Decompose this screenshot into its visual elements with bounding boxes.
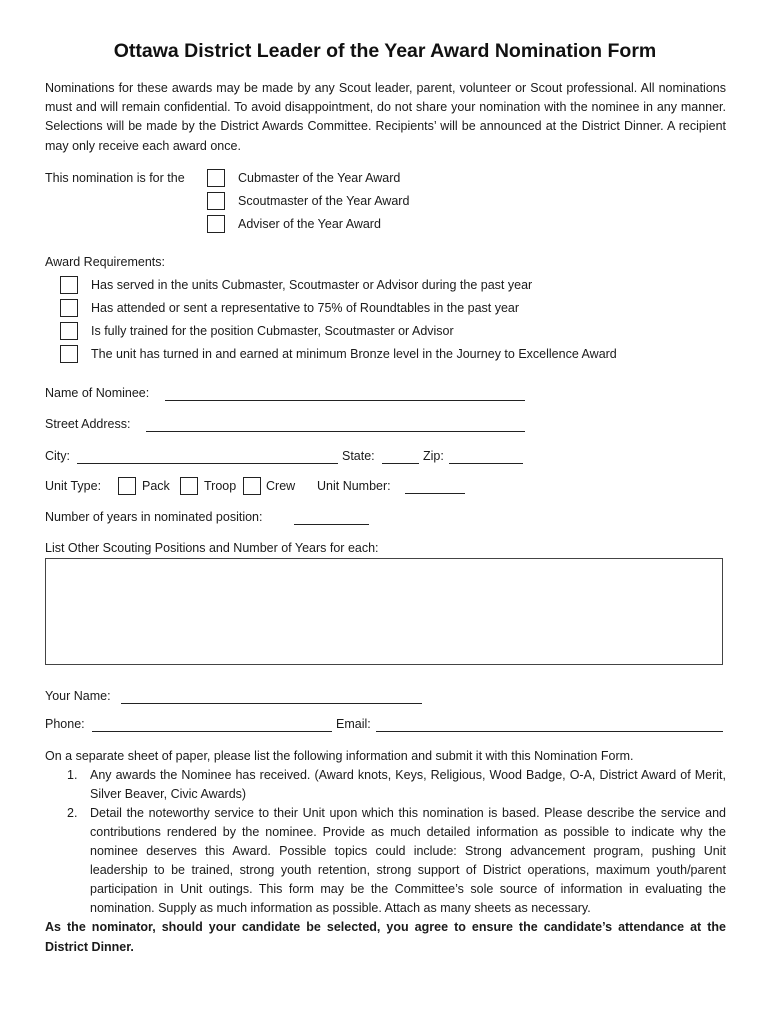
- scoutmaster-award-checkbox[interactable]: [207, 192, 225, 210]
- troop-label: Troop: [204, 479, 237, 493]
- state-label: State:: [342, 449, 375, 463]
- instruction-text: Any awards the Nominee has received. (Award knots, Keys, Religious, Wood Badge, O-A, District Award of Merit, Silver Beaver, Civic Awards): [90, 768, 726, 801]
- requirement-3-label: Is fully trained for the position Cubmaster, Scoutmaster or Advisor: [91, 324, 454, 338]
- nominator-agreement: As the nominator, should your candidate be selected, you agree to ensure the candidate’s attendance at the District Dinner.: [45, 920, 726, 954]
- intro-paragraph: Nominations for these awards may be made by any Scout leader, parent, volunteer or Scout professional. All nominations must and will remain confidential. To avoid disappointment, do not share your nomination with the nominee in any manner. Selections will be made by the District Awards Committee. Recipients’ will be announced at the District Dinner. A recipient may only receive each award once.: [45, 81, 726, 153]
- page-title: Ottawa District Leader of the Year Award Nomination Form: [113, 40, 657, 62]
- requirements-heading: Award Requirements:: [45, 255, 165, 269]
- phone-field[interactable]: [92, 731, 332, 732]
- crew-checkbox[interactable]: [243, 477, 261, 495]
- requirement-2-checkbox[interactable]: [60, 299, 78, 317]
- state-field[interactable]: [382, 463, 419, 464]
- instruction-item: [45, 766, 726, 804]
- other-positions-label: List Other Scouting Positions and Number of Years for each:: [45, 541, 379, 555]
- unit-number-field[interactable]: [405, 493, 465, 494]
- requirement-3-checkbox[interactable]: [60, 322, 78, 340]
- nominee-name-field[interactable]: [165, 400, 525, 401]
- street-address-field[interactable]: [146, 431, 525, 432]
- cubmaster-award-checkbox[interactable]: [207, 169, 225, 187]
- nominee-name-label: Name of Nominee:: [45, 386, 150, 400]
- your-name-field[interactable]: [121, 703, 422, 704]
- pack-checkbox[interactable]: [118, 477, 136, 495]
- years-label: Number of years in nominated position:: [45, 510, 263, 524]
- zip-field[interactable]: [449, 463, 523, 464]
- adviser-award-label: Adviser of the Year Award: [238, 217, 381, 231]
- instruction-number: 2.: [67, 806, 78, 820]
- email-label: Email:: [336, 717, 371, 731]
- requirement-1-checkbox[interactable]: [60, 276, 78, 294]
- phone-label: Phone:: [45, 717, 85, 731]
- cubmaster-award-label: Cubmaster of the Year Award: [238, 171, 401, 185]
- scoutmaster-award-label: Scoutmaster of the Year Award: [238, 194, 410, 208]
- instructions-lead: On a separate sheet of paper, please list the following information and submit it with this Nomination Form.: [45, 749, 634, 763]
- city-field[interactable]: [77, 463, 338, 464]
- requirement-4-label: The unit has turned in and earned at minimum Bronze level in the Journey to Excellence Award: [91, 347, 617, 361]
- years-field[interactable]: [294, 524, 369, 525]
- pack-label: Pack: [142, 479, 170, 493]
- crew-label: Crew: [266, 479, 296, 493]
- requirement-4-checkbox[interactable]: [60, 345, 78, 363]
- instruction-text: Detail the noteworthy service to their Unit upon which this nomination is based. Please describe the service and contributions rendered by the nominee. Provide as much detailed information as possible to indicate why the nominee deserves this Award. Possible topics could include: Strong advancement program, pushing Unit leadership to be trained, strong youth retention, strong support of District operations, maximum youth/parent participation in Unit outings. This form may be the Committee’s sole source of information in evaluating the nomination. Supply as much information as possible. Attach as many sheets as necessary.: [90, 806, 726, 915]
- zip-label: Zip:: [423, 449, 444, 463]
- instruction-number: 1.: [67, 768, 78, 782]
- requirement-1-label: Has served in the units Cubmaster, Scoutmaster or Advisor during the past year: [91, 278, 533, 292]
- requirement-2-label: Has attended or sent a representative to 75% of Roundtables in the past year: [91, 301, 520, 315]
- your-name-label: Your Name:: [45, 689, 111, 703]
- adviser-award-checkbox[interactable]: [207, 215, 225, 233]
- instructions-section: [45, 747, 726, 957]
- unit-number-label: Unit Number:: [317, 479, 391, 493]
- instruction-item: [45, 804, 726, 918]
- street-address-label: Street Address:: [45, 417, 131, 431]
- nomination-for-label: This nomination is for the: [45, 171, 185, 185]
- troop-checkbox[interactable]: [180, 477, 198, 495]
- unit-type-label: Unit Type:: [45, 479, 102, 493]
- other-positions-textarea[interactable]: [45, 558, 723, 665]
- city-label: City:: [45, 449, 70, 463]
- email-field[interactable]: [376, 731, 723, 732]
